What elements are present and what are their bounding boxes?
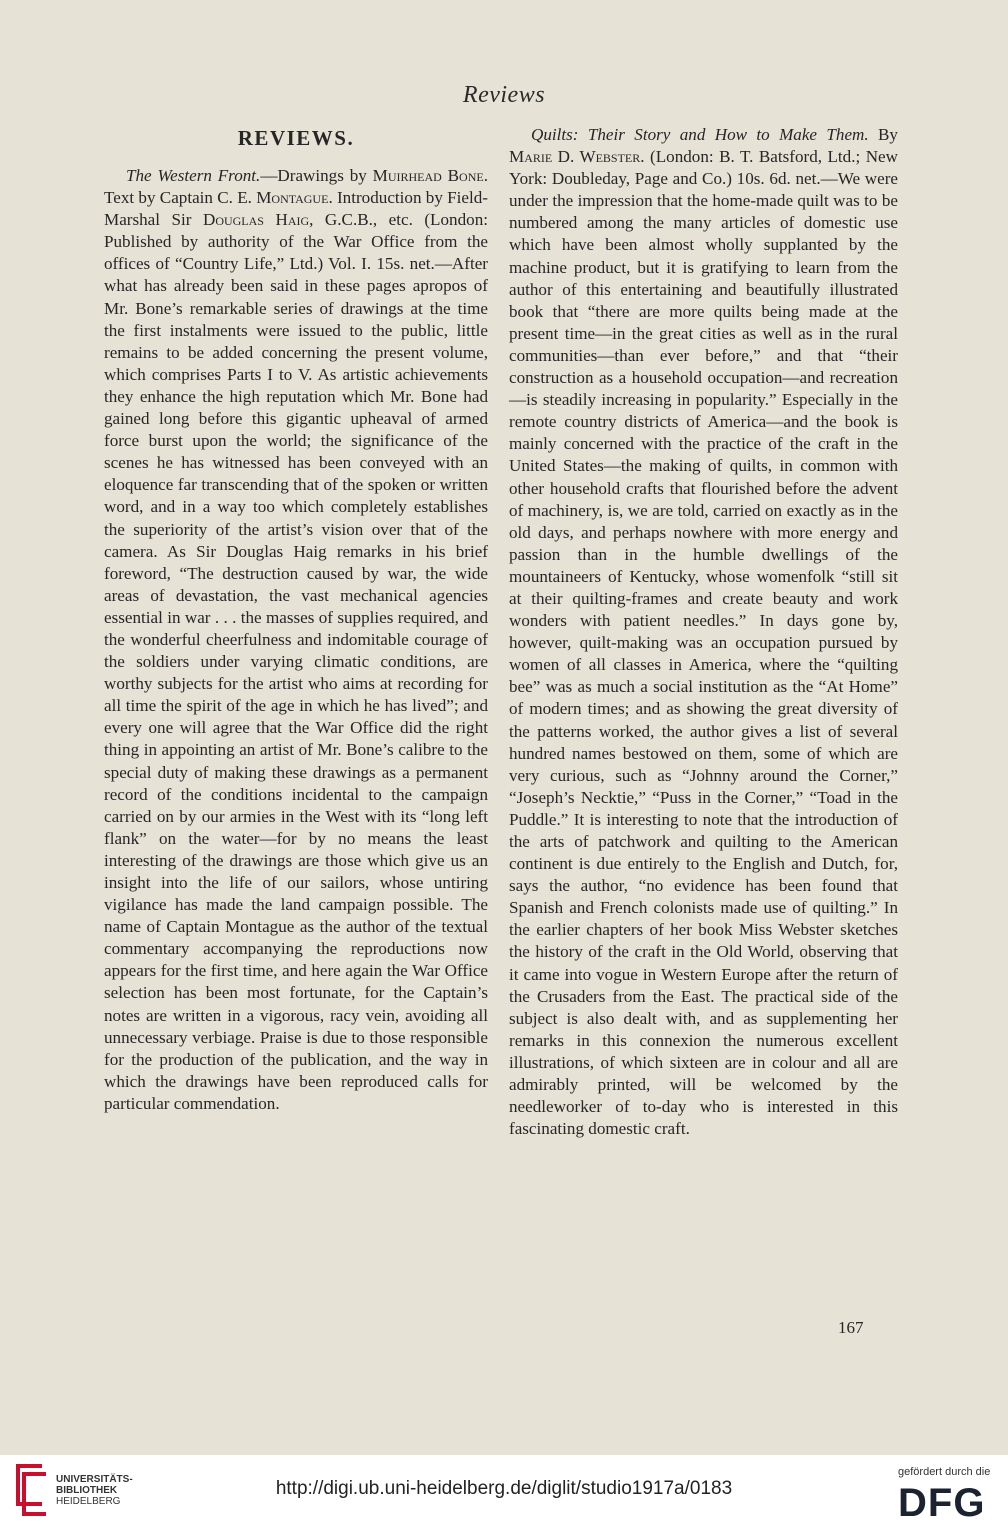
left-column: [104, 124, 488, 1115]
review-text: . Text by Captain C. E.: [104, 166, 489, 208]
review-text: . Introduction by Field-Marshal Sir: [104, 188, 488, 230]
review-author: Muirhead Bone: [372, 166, 484, 185]
review-author: Montague: [256, 188, 329, 208]
review-author: Douglas Haig: [202, 210, 310, 230]
review-author: Marie D. Webster: [509, 147, 641, 167]
review-text: —Drawings by: [260, 166, 373, 185]
logo-line: BIBLIOTHEK: [56, 1485, 118, 1496]
review-western-front: [104, 165, 488, 1115]
review-text: , G.C.B., etc. (London: Published by authority of the War Office from the offices of “Country Life,” Ltd.) Vol. I. 15s. net.—After what has already been said in these pages apropos of Mr. Bone’s remarkable series of drawings at the time the first instalments were issued to the public, little remains to be added concerning the present volume, which comprises Parts I to V. As artistic achievements they enhance the high reputation which Mr. Bone had gained long before this gigantic upheaval of armed force burst upon the world; the significance of the scenes he has witnessed has been conveyed with an eloquence far transcending that of the spoken or written word, and in a way too which completely establishes the superiority of the artist’s vision over that of the camera. As Sir Douglas Haig remarks in his brief foreword, “The destruction caused by war, the wide areas of devastation, the vast mechanical agencies essential in war . . . the masses of supplies required, and the wonderful cheerfulness and indomitable courage of the soldiers under varying climatic conditions, are worthy subjects for the artist who aims at recording for all time the spirit of the age in which he has lived”; and every one will agree that the War Office did the right thing in appointing an artist of Mr. Bone’s calibre to the special duty of making these drawings as a permanent record of the conditions incidental to the campaign carried on by our armies in the West with its “long left flank” on the water—for by no means the least interesting of the drawings are those which give us an insight into the life of our sailors, whose untiring vigilance has made the land campaign possible. The name of Captain Montague as the author of the textual commentary accompanying the reproductions now appears for the first time, and here again the War Office selection has been most fortunate, for the Captain’s notes are written in a vigorous, racy vein, avoiding all unnecessary verbiage. Praise is due to those responsible for the production of the publication, and the way in which the drawings have been reproduced calls for particular commendation.: [104, 210, 488, 1113]
logo-line: HEIDELBERG: [56, 1496, 121, 1507]
review-quilts: [509, 124, 898, 1140]
right-column: [509, 124, 898, 1140]
section-title: REVIEWS.: [237, 126, 355, 150]
review-title: The Western Front.: [126, 166, 261, 185]
running-head: Reviews: [462, 82, 546, 108]
logo-line: UNIVERSITÄTS-: [56, 1474, 133, 1485]
source-url-link[interactable]: http://digi.ub.uni-heidelberg.de/diglit/studio1917a/0183: [275, 1478, 733, 1499]
page-number: 167: [838, 1318, 864, 1337]
funded-by-label: gefördert durch die: [898, 1466, 991, 1478]
review-text: By: [868, 125, 898, 144]
dfg-logo: DFG: [898, 1481, 986, 1525]
review-text: . (London: B. T. Batsford, Ltd.; New York: Doubleday, Page and Co.) 10s. 6d. net.—We were under the impression that the home-made quilt was to be numbered among the many articles of domestic use which have been almost wholly supplanted by the machine product, but it is gratifying to learn from the author of this entertaining and beautifully illustrated book that “there are more quilts being made at the present time—in the great cities as well as in the rural communities—than ever before,” and that “their construction as a household occupation—and recreation—is steadily increasing in popularity.” Especially in the remote country districts of America—and the book is mainly concerned with the practice of the craft in the United States—the making of quilts, in common with other household crafts that flourished before the advent of machinery, is, we are told, carried on exactly as in the old days, and perhaps nowhere with more energy and passion than in the humble dwellings of the mountaineers of Kentucky, whose womenfolk “still sit at their quilting-frames and create beauty and work wonders with patient needles.” In days gone by, however, quilt-making was an occupation pursued by women of all classes in America, where the “quilting bee” was as much a social institution as the “At Home” of modern times; and as showing the great diversity of the patterns worked, the author gives a list of several hundred names bestowed on them, some of which are very curious, such as “Johnny around the Corner,” “Joseph’s Necktie,” “Puss in the Corner,” “Toad in the Puddle.” It is interesting to note that the introduction of the arts of patchwork and quilting to the American continent is due entirely to the English and Dutch, for, says the author, “no evidence has been found that Spanish and French colonists made use of quilting.” In the earlier chapters of her book Miss Webster sketches the history of the craft in the Old World, observing that it came into vogue in Western Europe after the return of the Crusaders from the East. The practical side of the subject is also dealt with, and as supplementing her remarks in this connexion the numerous excellent illustrations, of which sixteen are in colour and all are admirably printed, will be welcomed by the needleworker of to-day who is interested in this fascinating domestic craft.: [509, 147, 898, 1139]
review-title: Quilts: Their Story and How to Make Them.: [531, 125, 869, 144]
